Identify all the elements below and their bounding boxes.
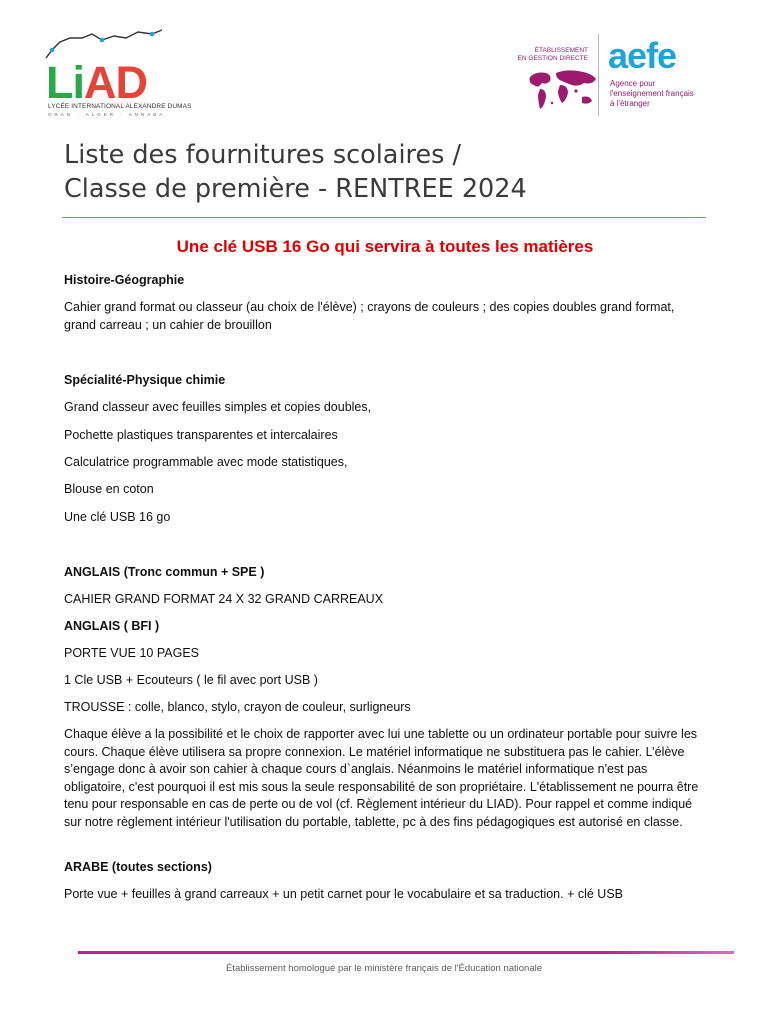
list-item: Grand classeur avec feuilles simples et copies doubles, bbox=[64, 400, 372, 414]
section-body-anglais-tc: CAHIER GRAND FORMAT 24 X 32 GRAND CARREAUX bbox=[64, 592, 384, 606]
liad-subtitle: LYCÉE INTERNATIONAL ALEXANDRE DUMAS bbox=[48, 103, 192, 110]
page-title-line: Classe de première - RENTREE 2024 bbox=[64, 174, 527, 204]
aefe-divider bbox=[598, 34, 599, 116]
liad-cities: ORAN · ALGER · ANNABA bbox=[48, 112, 166, 117]
list-item: Calculatrice programmable avec mode statistiques, bbox=[64, 455, 348, 469]
footer-text: Établissement homologué par le ministère français de l'Éducation nationale bbox=[225, 963, 543, 974]
section-body-arabe: Porte vue + feuilles à grand carreaux + un petit carnet pour le vocabulaire et sa traduction. + clé USB bbox=[64, 887, 624, 901]
aefe-agency-line: l'enseignement français bbox=[610, 89, 694, 98]
usb-notice: Une clé USB 16 Go qui servira à toutes les matières bbox=[176, 237, 594, 256]
section-body-histoire: Cahier grand format ou classeur (au choix de l'élève) ; crayons de couleurs ; des copies doubles grand format, grand carreau ; un cahier de brouillon bbox=[64, 300, 675, 332]
world-map-icon bbox=[526, 67, 600, 113]
liad-letter: i bbox=[72, 57, 85, 108]
liad-wordmark bbox=[46, 57, 148, 108]
page-title bbox=[64, 138, 724, 206]
list-item: TROUSSE : colle, blanco, stylo, crayon de couleur, surligneurs bbox=[64, 700, 411, 714]
section-heading-anglais-tc: ANGLAIS (Tronc commun + SPE ) bbox=[64, 565, 265, 579]
liad-logo bbox=[40, 28, 192, 120]
liad-letter: A bbox=[84, 57, 116, 108]
liad-letter: L bbox=[46, 57, 73, 108]
page-title-line: Liste des fournitures scolaires / bbox=[64, 140, 462, 170]
section-heading-physique: Spécialité-Physique chimie bbox=[64, 373, 226, 387]
section-heading-histoire: Histoire-Géographie bbox=[64, 273, 185, 287]
aefe-logo bbox=[512, 32, 712, 118]
liad-letter: D bbox=[115, 57, 148, 108]
aefe-agency-line: à l'étranger bbox=[610, 99, 650, 108]
list-item: Une clé USB 16 go bbox=[64, 510, 171, 524]
aefe-wordmark: aefe bbox=[608, 35, 677, 76]
section-paragraph-anglais-bfi: Chaque élève a la possibilité et le choix de rapporter avec lui une tablette ou un ordinateur portable pour suivre les cours. Chaque élève utilisera sa propre connexion. Le matériel informatique ne substituera pas le cahier. L’élève s’engage donc à avoir son cahier à chaque cours d`anglais. Néanmoins le matériel informatique n'est pas obligatoire, c'est pourquoi il est mis sous la seule responsabilité de son propriétaire. L'établissement ne pourra être tenu pour responsable en cas de perte ou de vol (cf. Règlement intérieur du LIAD). Pour rappel et comme indiqué sur notre règlement intérieur l'utilisation du portable, tablette, pc à des fins pédagogiques est autorisé en classe. bbox=[64, 727, 699, 829]
list-item: Blouse en coton bbox=[64, 482, 154, 496]
section-heading-anglais-bfi: ANGLAIS ( BFI ) bbox=[64, 619, 160, 633]
footer-divider bbox=[78, 951, 734, 954]
list-item: Pochette plastiques transparentes et intercalaires bbox=[64, 428, 338, 442]
list-item: 1 Cle USB + Ecouteurs ( le fil avec port USB ) bbox=[64, 673, 318, 687]
aefe-agency-text bbox=[610, 79, 720, 109]
list-item: PORTE VUE 10 PAGES bbox=[64, 646, 200, 660]
aefe-etablissement-label: ÉTABLISSEMENT EN GESTION DIRECTE bbox=[517, 47, 588, 62]
title-divider bbox=[62, 217, 706, 218]
aefe-agency-line: Agence pour bbox=[610, 79, 656, 88]
section-heading-arabe: ARABE (toutes sections) bbox=[64, 860, 212, 874]
